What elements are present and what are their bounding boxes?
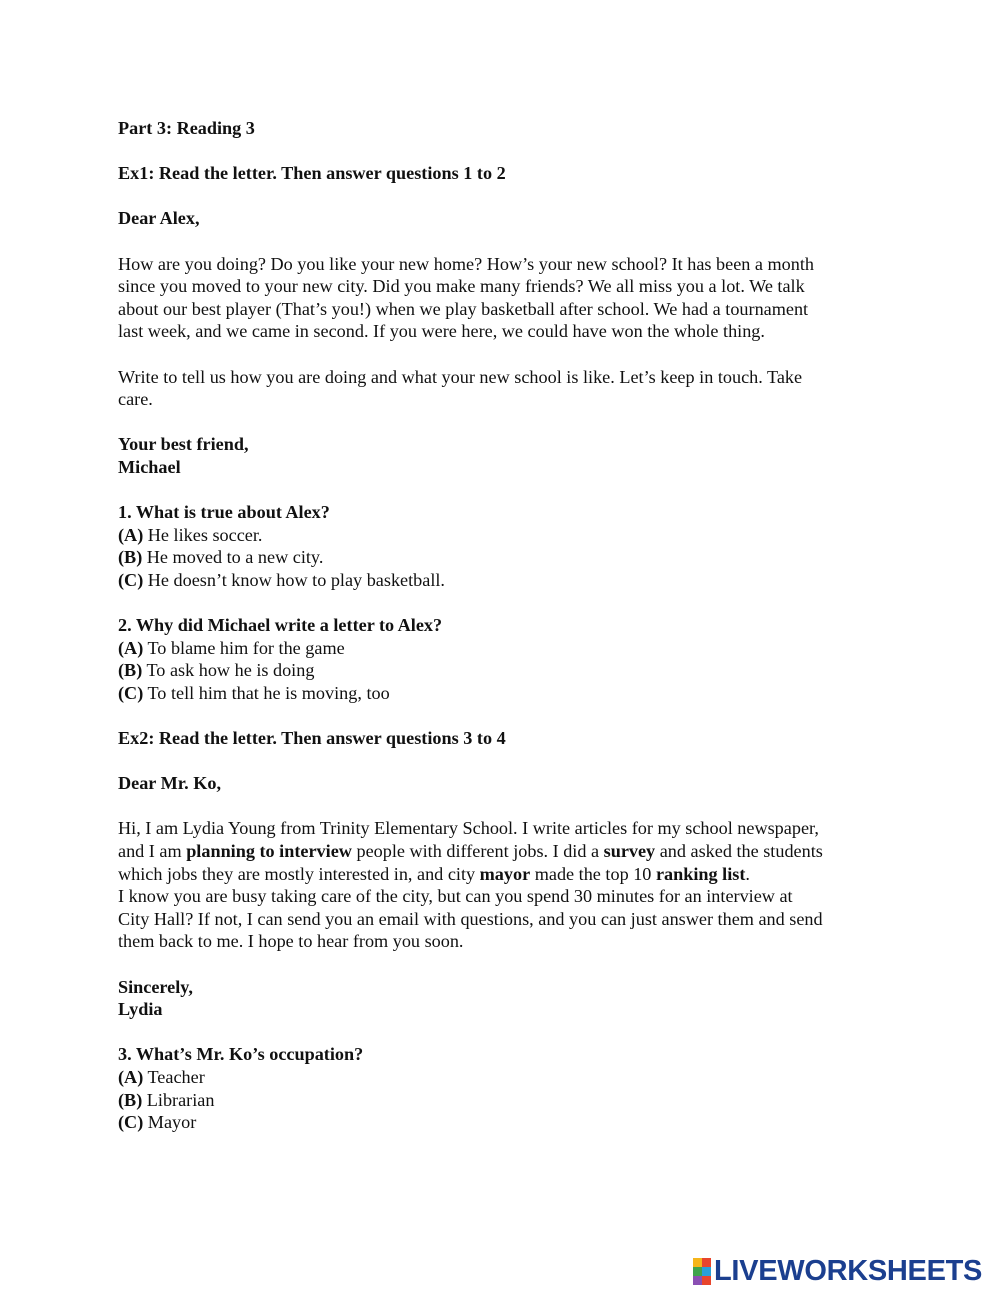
question-1 xyxy=(118,501,898,591)
ex1-paragraph-1 xyxy=(118,253,898,343)
text-run: and asked the students xyxy=(655,841,823,861)
ex2-body-line: Hi, I am Lydia Young from Trinity Elementary School. I write articles for my school newspaper, xyxy=(118,818,819,839)
ex2-body-line: I know you are busy taking care of the city, but can you spend 30 minutes for an interview at xyxy=(118,886,793,907)
option-letter: (B) xyxy=(118,660,143,681)
text-run: and I am xyxy=(118,841,187,861)
ex1-closing: Your best friend, xyxy=(118,434,249,455)
option-letter: (C) xyxy=(118,569,144,590)
liveworksheets-logo xyxy=(693,1256,982,1286)
question-2-option-a[interactable] xyxy=(118,637,898,660)
question-2-option-c[interactable] xyxy=(118,682,898,705)
question-2-text: 2. Why did Michael write a letter to Alex? xyxy=(118,615,443,636)
worksheet-page xyxy=(118,117,898,1156)
text-run: people with different jobs. I did a xyxy=(351,841,604,861)
option-text: Mayor xyxy=(143,1112,197,1133)
liveworksheets-logo-icon xyxy=(693,1258,711,1285)
question-3-option-c[interactable] xyxy=(118,1111,898,1134)
question-1-option-a[interactable] xyxy=(118,524,898,547)
question-3-text: 3. What’s Mr. Ko’s occupation? xyxy=(118,1044,364,1065)
ex2-signoff xyxy=(118,976,898,1021)
ex2-instruction: Ex2: Read the letter. Then answer questions 3 to 4 xyxy=(118,728,506,749)
ex1-paragraph-1-line: last week, and we came in second. If you were here, we could have won the whole thing. xyxy=(118,321,765,342)
text-run: which jobs they are mostly interested in, and city xyxy=(118,863,480,884)
logo-square xyxy=(693,1276,702,1285)
ex1-instruction: Ex1: Read the letter. Then answer questions 1 to 2 xyxy=(118,163,506,184)
option-letter: (B) xyxy=(118,1089,143,1110)
option-text: He likes soccer. xyxy=(143,524,263,545)
option-text: He moved to a new city. xyxy=(142,547,324,568)
option-text: To tell him that he is moving, too xyxy=(143,682,390,703)
question-2-option-b[interactable] xyxy=(118,659,898,682)
logo-square xyxy=(702,1267,711,1276)
keyword-mayor: mayor xyxy=(479,863,531,884)
logo-square xyxy=(702,1258,711,1267)
option-letter: (C) xyxy=(118,682,144,703)
option-text: To ask how he is doing xyxy=(142,660,315,681)
keyword-planning-to-interview: planning to interview xyxy=(186,841,352,861)
question-2 xyxy=(118,614,898,704)
logo-square xyxy=(702,1276,711,1285)
logo-square xyxy=(693,1267,702,1276)
keyword-ranking-list: ranking list xyxy=(655,863,746,884)
question-1-text: 1. What is true about Alex? xyxy=(118,502,330,523)
question-3-option-a[interactable] xyxy=(118,1066,898,1089)
ex2-greeting: Dear Mr. Ko, xyxy=(118,773,222,794)
question-1-option-b[interactable] xyxy=(118,546,898,569)
ex2-signature: Lydia xyxy=(118,999,163,1020)
option-letter: (C) xyxy=(118,1112,144,1133)
ex1-paragraph-1-line: about our best player (That’s you!) when we play basketball after school. We had a tournament xyxy=(118,298,809,319)
ex2-body-line xyxy=(118,840,898,863)
option-text: Librarian xyxy=(142,1089,215,1110)
ex1-paragraph-2-line: Write to tell us how you are doing and what your new school is like. Let’s keep in touch. Take xyxy=(118,366,803,387)
option-letter: (A) xyxy=(118,637,144,658)
ex2-body-line xyxy=(118,863,898,886)
ex2-body-line: City Hall? If not, I can send you an email with questions, and you can just answer them and send xyxy=(118,908,823,929)
ex1-signature: Michael xyxy=(118,456,181,477)
ex2-body-line: them back to me. I hope to hear from you soon. xyxy=(118,931,464,952)
ex1-paragraph-1-line: How are you doing? Do you like your new home? How’s your new school? It has been a month xyxy=(118,253,815,274)
ex1-paragraph-2-line: care. xyxy=(118,389,153,410)
ex1-signoff xyxy=(118,433,898,478)
question-3 xyxy=(118,1043,898,1133)
ex1-greeting: Dear Alex, xyxy=(118,208,200,229)
text-run: made the top 10 xyxy=(530,863,656,884)
option-text: Teacher xyxy=(143,1066,205,1087)
logo-square xyxy=(693,1258,702,1267)
option-text: He doesn’t know how to play basketball. xyxy=(143,569,445,590)
liveworksheets-logo-text: LIVEWORKSHEETS xyxy=(714,1255,983,1287)
text-run: . xyxy=(745,863,750,884)
keyword-survey: survey xyxy=(603,841,656,861)
question-1-option-c[interactable] xyxy=(118,569,898,592)
option-letter: (A) xyxy=(118,1066,144,1087)
ex1-paragraph-2 xyxy=(118,366,898,411)
option-letter: (A) xyxy=(118,524,144,545)
ex1-paragraph-1-line: since you moved to your new city. Did you make many friends? We all miss you a lot. We talk xyxy=(118,276,805,297)
question-3-option-b[interactable] xyxy=(118,1089,898,1112)
ex2-closing: Sincerely, xyxy=(118,976,193,997)
ex2-letter-body xyxy=(118,817,898,953)
part-title: Part 3: Reading 3 xyxy=(118,118,255,138)
option-letter: (B) xyxy=(118,547,143,568)
option-text: To blame him for the game xyxy=(143,637,345,658)
